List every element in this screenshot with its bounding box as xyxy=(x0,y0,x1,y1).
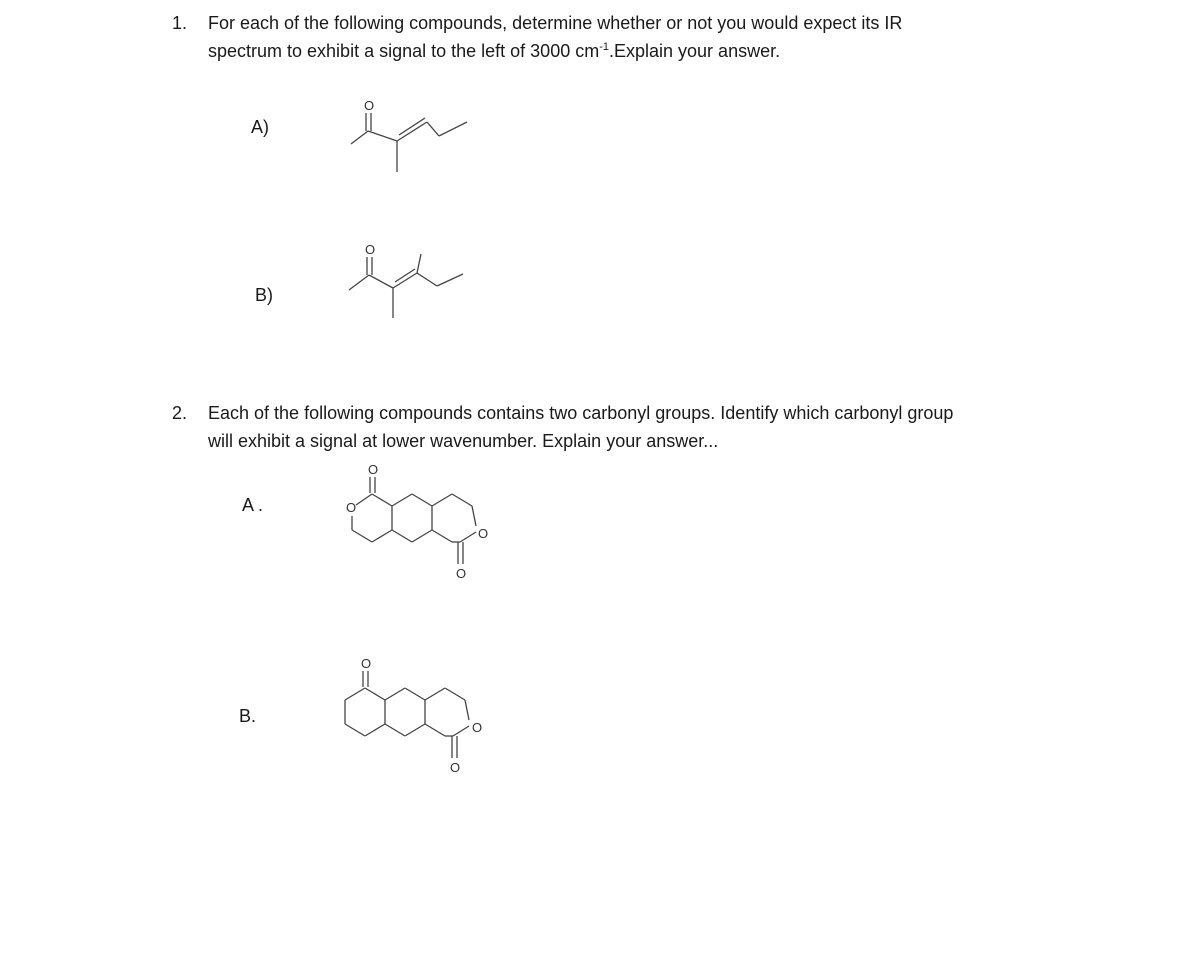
question-1-line-2-end: .Explain your answer. xyxy=(609,41,781,61)
q1-item-a-label: A) xyxy=(251,117,269,137)
question-2-text xyxy=(208,399,1088,455)
oxygen-atom-label: O xyxy=(455,566,467,581)
q2-item-b-label: B. xyxy=(239,706,257,726)
question-1-line-2-main: spectrum to exhibit a signal to the left of 3000 cm xyxy=(208,41,600,61)
question-2-line-2: will exhibit a signal at lower wavenumber. Explain your answer... xyxy=(208,431,719,451)
question-1-number: 1. xyxy=(172,13,188,33)
question-1-line-2 xyxy=(208,37,1048,65)
q1-item-b-label: B) xyxy=(255,285,273,305)
oxygen-atom-label: O xyxy=(360,656,372,671)
question-2-number: 2. xyxy=(172,403,188,423)
q2-item-a-label: A . xyxy=(242,495,264,515)
molecule-2b xyxy=(337,654,497,774)
superscript-minus-one: -1 xyxy=(599,41,609,53)
question-2-line-1: Each of the following compounds contains two carbonyl groups. Identify which carbonyl group xyxy=(208,403,954,423)
ring-oxygen-label: O xyxy=(471,720,483,735)
oxygen-atom-label: O xyxy=(364,242,376,257)
oxygen-atom-label: O xyxy=(449,760,461,775)
molecule-1a xyxy=(345,96,475,176)
question-1-line-1: For each of the following compounds, determine whether or not you would expect its IR xyxy=(208,13,903,33)
ring-oxygen-label: O xyxy=(477,526,489,541)
molecule-2a xyxy=(340,460,500,580)
ring-oxygen-label: O xyxy=(345,500,357,515)
oxygen-atom-label: O xyxy=(367,462,379,477)
oxygen-atom-label: O xyxy=(363,98,375,113)
question-1-text xyxy=(208,9,1048,65)
molecule-1b xyxy=(343,240,473,320)
